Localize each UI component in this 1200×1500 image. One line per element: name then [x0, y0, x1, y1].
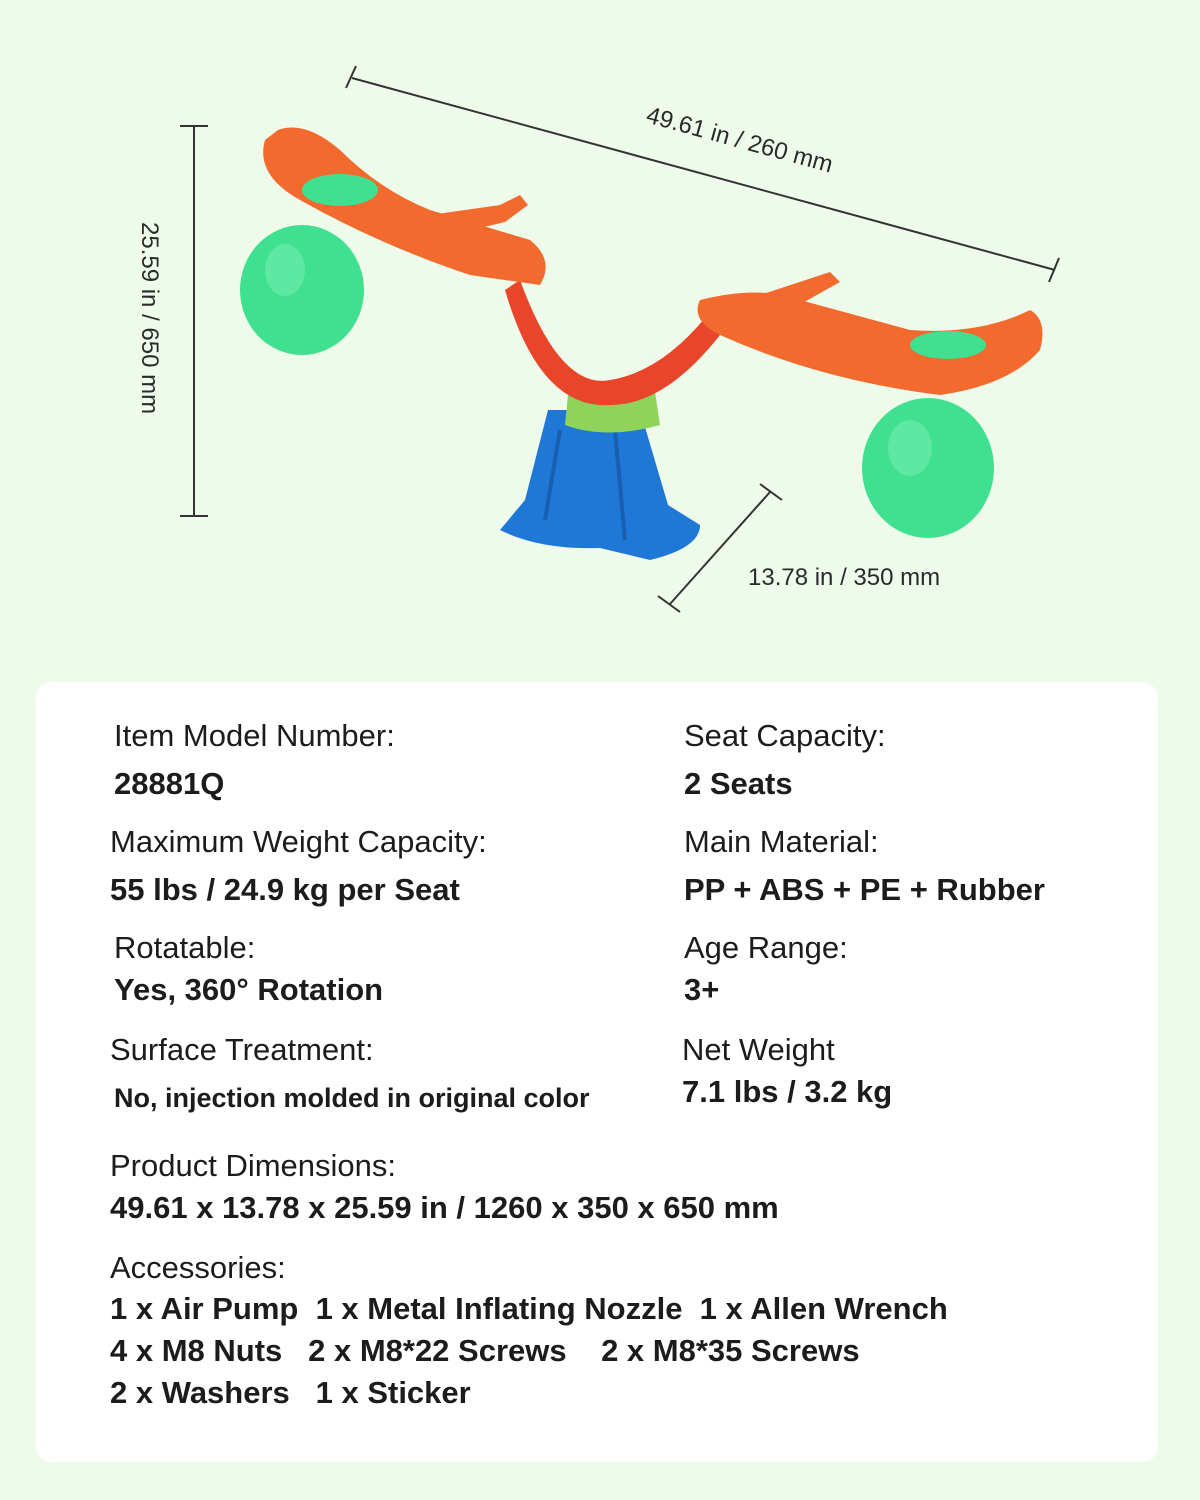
spec-age-range — [684, 928, 848, 1010]
specifications-card — [36, 682, 1158, 1462]
spec-accessories-label: Accessories: — [110, 1250, 286, 1285]
length-dimension-label: 49.61 in / 260 mm — [643, 101, 836, 179]
spec-surface-label: Surface Treatment: — [110, 1032, 374, 1067]
spec-max-weight-label: Maximum Weight Capacity: — [110, 824, 487, 859]
spec-net-weight-value: 7.1 lbs / 3.2 kg — [682, 1074, 893, 1109]
spec-net-weight-label: Net Weight — [682, 1032, 835, 1067]
spec-seat-capacity-label: Seat Capacity: — [684, 718, 886, 753]
seat-right — [698, 272, 1043, 395]
accessories-line-2: 4 x M8 Nuts 2 x M8*22 Screws 2 x M8*35 Screws — [110, 1333, 860, 1368]
spec-surface-value: No, injection molded in original color — [114, 1083, 590, 1113]
spec-dimensions — [110, 1146, 779, 1228]
spec-age-range-value: 3+ — [684, 972, 720, 1007]
product-illustration — [0, 0, 1200, 660]
spec-rotatable-label: Rotatable: — [114, 930, 256, 965]
spec-dimensions-value: 49.61 x 13.78 x 25.59 in / 1260 x 350 x 650 mm — [110, 1190, 779, 1225]
spec-seat-capacity — [684, 716, 886, 804]
spec-model-label: Item Model Number: — [114, 718, 395, 753]
spec-model — [114, 716, 395, 804]
accessories-line-1: 1 x Air Pump 1 x Metal Inflating Nozzle 1 x Allen Wrench — [110, 1291, 948, 1326]
spec-rotatable — [114, 928, 383, 1010]
spec-material — [684, 822, 1045, 910]
spec-model-value: 28881Q — [114, 766, 225, 801]
spec-dimensions-label: Product Dimensions: — [110, 1148, 397, 1183]
spec-seat-capacity-value: 2 Seats — [684, 766, 793, 801]
spec-max-weight-value: 55 lbs / 24.9 kg per Seat — [110, 872, 460, 907]
spec-surface — [110, 1030, 590, 1118]
spec-material-label: Main Material: — [684, 824, 879, 859]
height-dimension-label: 25.59 in / 650 mm — [136, 222, 163, 415]
spec-age-range-label: Age Range: — [684, 930, 848, 965]
spec-net-weight — [682, 1030, 892, 1112]
bounce-ball-right — [862, 398, 994, 538]
height-dimension-line — [180, 126, 208, 516]
bounce-ball-left — [240, 225, 364, 355]
spec-rotatable-value: Yes, 360° Rotation — [114, 972, 384, 1007]
accessories-line-3: 2 x Washers 1 x Sticker — [110, 1375, 471, 1410]
spec-max-weight — [110, 822, 487, 910]
spec-material-value: PP + ABS + PE + Rubber — [684, 872, 1045, 907]
spec-accessories — [110, 1248, 948, 1414]
seesaw-frame — [505, 280, 720, 405]
spinning-base — [500, 383, 700, 560]
depth-dimension-label: 13.78 in / 350 mm — [748, 564, 941, 591]
